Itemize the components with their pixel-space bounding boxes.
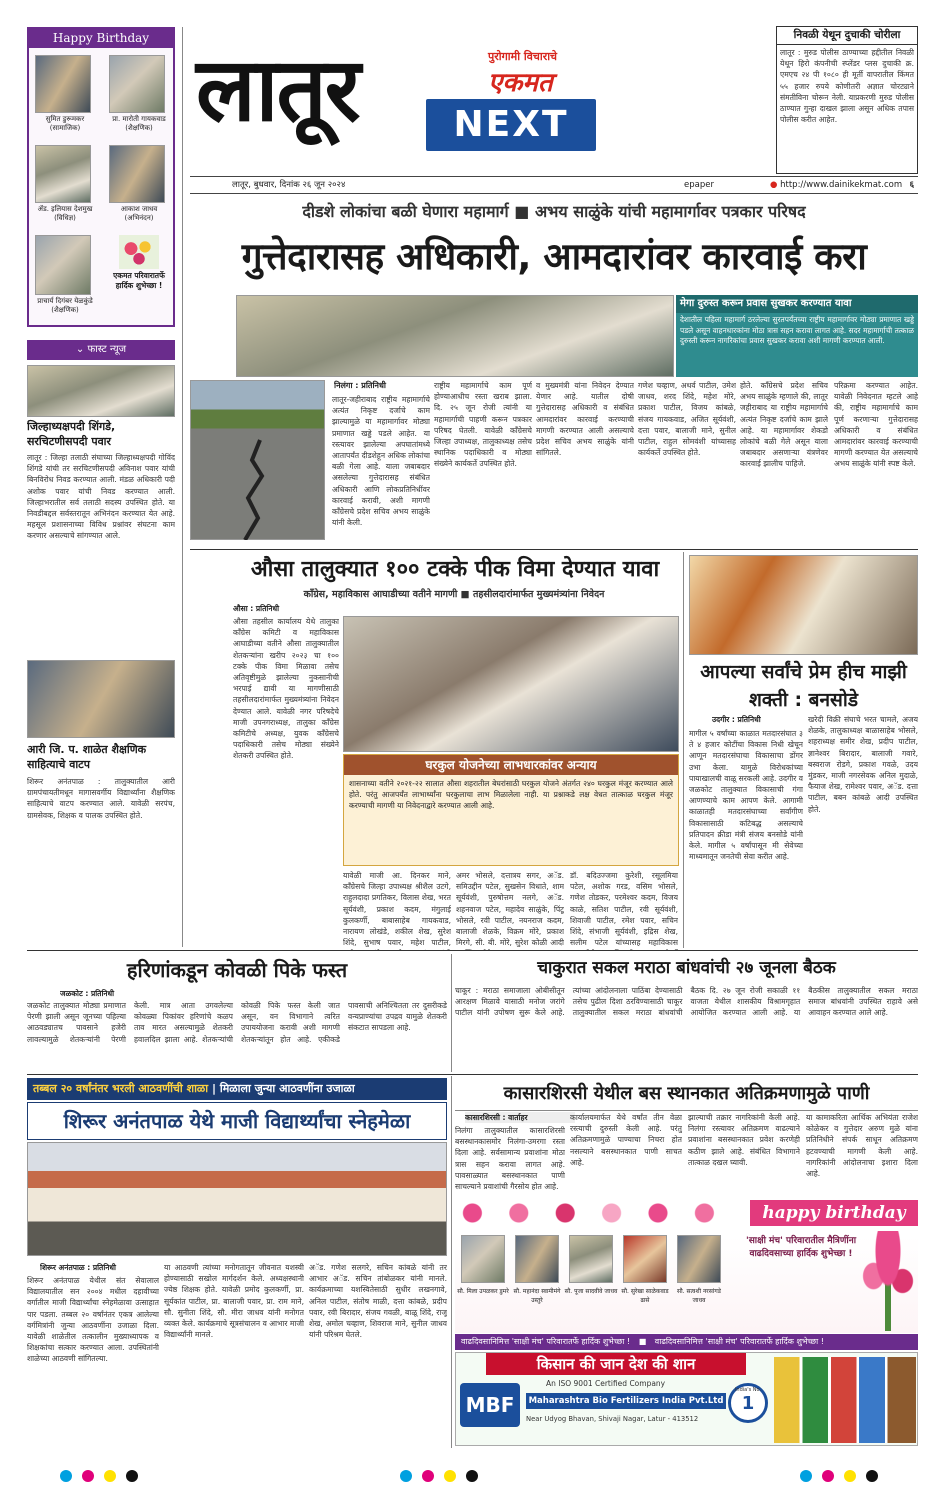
shirur-byline: शिरूर अनंतपाळ : प्रतिनिधी [40, 1263, 116, 1272]
registration-mark [400, 1470, 412, 1482]
shirur-kicker-2: मिळाला जुन्या आठवणींना उजाळा [219, 1082, 355, 1095]
brief-headline: निवळी येथून दुचाकी चोरीला [777, 27, 917, 45]
fast-news-body: लातूर : जिल्हा तलाठी संघाच्या जिल्हाध्यक्षपदी गोविंद शिंगडे यांची तर सरचिटणीसपदी अविनाश पवार यांची बिनविरोध निवड करण्यात आली. मंडळ अधिकारी पदी अशोक पवार यांची निवड करण्यात आली. जिल्हाभरातील सर्व तलाठी सदस्य उपस्थित होते. या निवडीबद्दल सर्वस्तरातून अभिनंदन करण्यात येत आहे. महसूल प्रशासनाच्या विविध प्रश्नांवर संघटना काम करणार असल्याचे सांगण्यात आले. [27, 453, 175, 541]
registration-mark [844, 1470, 856, 1482]
road-crack-graphic [190, 380, 325, 540]
company-address: Near Udyog Bhavan, Shivaji Nagar, Latur - 413512 [526, 1415, 699, 1423]
masthead-logo: लातूर [196, 38, 359, 141]
fast-news-body: शिरूर अनंतपाळ : तालुक्यातील आरी ग्रामपंचायतीमधून मागासवर्गीय विद्यार्थ्यांना शैक्षणिक साहित्याचे वाटप करण्यात आले. यावेळी सरपंच, ग्रामसेवक, शिक्षक व पालक उपस्थित होते. [27, 777, 175, 820]
badge-number: 1 [741, 1393, 755, 1414]
registration-mark [422, 1470, 434, 1482]
chevron-down-icon: ⌄ [75, 344, 88, 355]
lead-col-1: लातूर-जहीराबाद राष्ट्रीय महामार्गाचे अत्यंत निकृष्ट दर्जाचे काम झाल्यामुळे या महामार्गावर मोठ्या प्रमाणात खड्डे पडले आहेत. या रस्त्यावर झालेल्या अपघातांमध्ये आतापर्यंत दीडशेहून अधिक लोकांचा बळी गेला आहे. याला जबाबदार असलेल्या गुत्तेदारासह संबंधित अधिकारी आणि लोकप्रतिनिधींवर कारवाई करावी, अशी मागणी काँग्रेसचे प्रदेश सचिव अभय साळुंके यांनी केली. [332, 395, 430, 528]
masthead [190, 27, 770, 177]
ausa-col-1: औसा तहसील कार्यालय येथे तालुका काँग्रेस कमिटी व महाविकास आघाडीच्या वतीने औसा तालुक्यातील शेतकऱ्यांना खरीप २०२३ चा १०० टक्के पीक विमा मिळावा तसेच अतिवृष्टीमुळे झालेल्या नुकसानीची भरपाई द्यावी या मागणीसाठी तहसीलदारांमार्फत मुख्यमंत्र्यांना निवेदन देण्यात आले. यावेळी नगर परिषदेचे माजी उपनगराध्यक्ष, तालुका काँग्रेस कमिटीचे अध्यक्ष, युवक काँग्रेसचे पदाधिकारी तसेच मोठ्या संख्येने शेतकरी उपस्थित होते. [233, 617, 339, 761]
gharkul-body: शासनाच्या वतीने २०२१-२२ सालात औसा शहरातील बेघरांसाठी घरकुल योजने अंतर्गत २४० घरकुल मंजूर करण्यात आले होते. परंतु आजपर्यंत लाभार्थ्यांना घरकुलाचा लाभ मिळालेला नाही. या प्रश्नाकडे लक्ष वेधत तात्काळ घरकुल मंजूर करण्याची मागणी या निवेदनाद्वारे करण्यात आली आहे. [349, 779, 673, 810]
registration-mark [822, 1470, 834, 1482]
lead-kicker: दीडशे लोकांचा बळी घेणारा महामार्ग ■ अभय साळुंके यांची महामार्गावर पत्रकार परिषद [302, 202, 806, 221]
registration-mark [126, 1470, 138, 1482]
lead-col-4: गणेश चव्हाण, अथर्व पाटील, उमेश जाधव, शरद शिंदे, महेश मोरे, प्रकाश पाटील, विजय कांबळे, संजय गायकवाड, अजित सूर्यवंशी, दत्ता पवार, बालाजी माने, सुनील पाटील, राहुल सोमवंशी यांच्यासह कार्यकर्ते उपस्थित होते. [638, 381, 736, 458]
company-name: Maharashtra Bio Fertilizers India Pvt.Ltd [526, 1393, 726, 1409]
birthday-title: Happy Birthday [29, 29, 173, 48]
news-photo [27, 660, 175, 738]
ausa-subhead: काँग्रेस, महाविकास आघाडीच्या वतीने मागणी ■ तहसीलदारांमार्फत मुख्यमंत्र्यांना निवेदन [303, 589, 605, 600]
lead-side-box [676, 295, 918, 377]
fast-news-label: फास्ट न्यूज [87, 344, 127, 355]
happy-birthday-banner: happy birthday [750, 1200, 918, 1226]
fast-news-headline: आरी जि. प. शाळेत शैक्षणिक साहित्याचे वाटप [27, 743, 147, 771]
registration-mark [104, 1470, 116, 1482]
shirur-group-photo [27, 1142, 447, 1256]
epaper-label: epaper [684, 180, 714, 190]
shirur-col-2: या आठवणी त्यांच्या मनोगतातून जीवनात यशस्वी होण्यासाठी सखोल मार्गदर्शन केले. अध्यक्षस्थानी ज्येष्ठ शिक्षक होते. यावेळी प्रमोद कुलकर्णी, प्रा. सूर्यकांत पाटील, प्रा. बालाजी पवार, प्रा. राम माने, सौ. सुनीता शिंदे, सौ. मीरा जाधव यांनी मनोगत व्यक्त केले. कार्यक्रमाचे सूत्रसंचालन व आभार माजी विद्यार्थ्यांनी मानले. [164, 1263, 304, 1340]
kasar-byline: कासारशिरसी : वार्ताहर [465, 1112, 575, 1123]
url-bar [770, 176, 918, 194]
avatar [515, 1235, 559, 1283]
no1-badge [728, 1383, 768, 1423]
lead-col-5: होते. काँग्रेसचे प्रदेश सचिव अभय साळुंके म्हणाले की, लातूर जहीराबाद या राष्ट्रीय महामार्गाचे अत्यंत निकृष्ट दर्जाचे काम झाले आहे. या महामार्गावर शेकडो लोकांचे बळी गेले असून याला जबाबदार असणाऱ्या यंत्रणेवर कारवाई झालीच पाहिजे. [740, 381, 828, 469]
lady-name: सौ. पूजा सादवीवे जाधव [564, 1288, 618, 1295]
ad-slogan: किसान की जान देश की शान [486, 1353, 746, 1375]
lady-name: सौ. मिला उपळकर डुमरे [457, 1288, 509, 1295]
product-bottles [774, 1357, 916, 1443]
ticker-text: वाढदिवसानिमित्त 'साक्षी मंच' परिवारातर्फे हार्दिक शुभेच्छा ! [461, 1337, 631, 1346]
person-name: प्राचार्य दिगंबर येळकुंडे (शैक्षणिक) [37, 297, 93, 314]
fast-news-headline: जिल्हाध्यक्षपदी शिंगडे, सरचिटणीसपदी पवार [27, 420, 116, 448]
harin-byline: जळकोट : प्रतिनिधी [60, 989, 115, 998]
birthday-ticker: वाढदिवसानिमित्त 'साक्षी मंच' परिवारातर्फे हार्दिक शुभेच्छा ! ■ वाढदिवसानिमित्त 'साक्षी मंच' परिवारातर्फे हार्दिक शुभेच्छा ! [455, 1334, 918, 1350]
avatar [677, 1235, 721, 1283]
sakshi-greeting: 'साक्षी मंच' परिवारातील मैत्रिणींना वाढदिवसाच्या हार्दिक शुभेच्छा ! [745, 1236, 857, 1259]
ausa-col-2: यावेळी माजी आ. दिनकर माने, काँग्रेसचे जिल्हा उपाध्यक्ष श्रीशैल उटगे, राहुलदादा प्रगतिकर, विलास शेख, भरत सूर्यवंशी, प्रकाश कदम, मंगुलाई कुलकर्णी, बाबासाहेब गायकवाड, नारायण लोखंडे, शकील शेख, सुरेश शिंदे, सुभाष पवार, महेश पाटील, [343, 871, 451, 948]
person-name: ॲड. इलियास देशमुख (विधिज्ञ) [37, 205, 93, 222]
side-headline: मेगा दुरुस्त करून प्रवास सुखकर करण्यात यावा [676, 295, 918, 313]
tagline: पुरोगामी विचाराचे [488, 50, 558, 63]
shirur-col-3: अॅड. गणेश सलगरे, सचिन कांबळे यांनी तर आभार अॅड. सचिन तांबोळकर यांनी मानले. कार्यक्रमाच्या यशस्वितेसाठी सुधीर लखनगावे, अनिल पाटील, संतोष माळी, दत्ता कांबळे, प्रदीप पवार, रवी बिरादार, संजय गवळी, बाळू शिंदे, राजू शेख, अमोल चव्हाण, शिवराज माने, सुनील जाधव यांनी परिश्रम घेतले. [309, 1263, 447, 1340]
brief-body: लातूर : मुरुड पोलीस ठाण्याच्या हद्दीतील निवळी येथून हिरो कंपनीची स्प्लेंडर प्लस दुचाकी क्र. एमएच २४ पी १०८० ही मूर्ती वापरातील किंमत ५५ हजार रुपये कोणीतरी अज्ञात चोरट्याने संमतीविना चोरून नेली. याप्रकरणी मुरुड पोलीस ठाण्यात गुन्हा दाखल झाला असून अधिक तपास पोलीस करीत आहेत. [780, 48, 917, 125]
ticker-text-2: वाढदिवसानिमित्त 'साक्षी मंच' परिवारातर्फे हार्दिक शुभेच्छा ! [654, 1337, 824, 1346]
lady-name: सौ. सुरेखा साळेकवाड ढासे [621, 1288, 669, 1304]
avatar [569, 1235, 613, 1283]
brief-box [776, 26, 918, 174]
lead-headline: गुत्तेदारासह अधिकारी, आमदारांवर कारवाई करा [241, 235, 867, 278]
ausa-col-4: डॉ. बदिउज्जमा कुरेशी, रसूलमिया पटेल, अशोक गरड, वसिम भोसले, गणेश तोडकर, परमेश्वर कदम, विजय काळे, सतिश पाटील, रवी सूर्यवंशी, शिवाजी पाटील, रमेश पवार, सचिन शिंदे, संभाजी सूर्यवंशी, इद्रिस शेख, सलीम पटेल यांच्यासह महाविकास [570, 871, 678, 948]
avatar [461, 1235, 505, 1283]
lead-photo [236, 295, 674, 377]
gharkul-box [343, 754, 679, 866]
registration-mark [800, 1470, 812, 1482]
chakur-headline: चाकुरात सकल मराठा बांधवांची २७ जूनला बैठक [537, 958, 836, 978]
kasar-col-1: निलंगा तालुक्यातील कासारशिरसी बसस्थानकासमोर निलंगा-उमरगा रस्ता दिला आहे. सर्वसामान्य प्रवाशांना मोठा त्रास सहन करावा लागत आहे. पावसाळ्यात बसस्थानकात पाणी साचल्याने प्रवाशांची गैरसोय होत आहे. [455, 1126, 565, 1191]
ausa-headline: औसा तालुक्यात १०० टक्के पीक विमा देण्यात यावा [250, 557, 660, 582]
flowers-graphic [455, 1199, 745, 1227]
kasar-col-2: कार्यालयमार्फत येथे वर्षांत तीन वेळा रस्त्याची दुरुस्ती केली आहे. परंतु अतिक्रमणामुळे पाण्याचा निचरा होत नसल्याने बसस्थानकात पाणी साचत आहे. [570, 1113, 682, 1167]
avatar [35, 145, 91, 203]
registration-mark [866, 1470, 878, 1482]
avatar [623, 1235, 667, 1283]
registration-mark [60, 1470, 72, 1482]
avatar [35, 235, 91, 295]
globe-icon: ● [770, 180, 778, 190]
registration-mark [466, 1470, 478, 1482]
shirur-col-1: शिरूर अनंतपाळ येथील संत सेवालाल विद्यालयातील सन २००४ मधील दहावीच्या वर्गातील माजी विद्यार्थ्यांचा स्नेहमेळावा उत्साहात पार पडला. तब्बल २० वर्षांनंतर एकत्र आलेल्या वर्गमित्रांनी जुन्या आठवणींना उजाळा दिला. यावेळी शाळेतील तत्कालीन मुख्याध्यापक व शिक्षकांचा सत्कार करण्यात आला. उपस्थितांनी शाळेच्या आठवणी सांगितल्या. [27, 1276, 159, 1364]
side-body: देशातील पहिला महामार्ग ठरलेल्या सुरतपर्यंतच्या राष्ट्रीय महामार्गावर मोठ्या प्रमाणात खड्डे पडले असून वाहनधारकांना मोठा त्रास सहन करावा लागत आहे. सदर महामार्गाची तत्काळ दुरुस्ती करून नागरिकांचा प्रवास सुखकर करावा अशी मागणी करण्यात आली. [680, 315, 914, 346]
iso-text: An ISO 9001 Certified Company [546, 1379, 666, 1388]
ausa-col-3: अमर भोसले, दत्तात्रय सगर, अॅड. समिउद्दीन पटेल, सुखसेन विधाते, शाम सूर्यवंशी, पुरुषोत्तम नलगे, अॅड. शहनवाज पटेल, महादेव साळुंके, पिंटू भोसले, रवी पाटील, नयनराज कदम, बालाजी शेळके, विक्रम मोरे, प्रकाश मिरगे, सी. बी. मोरे, सुरेश कोळी आदी [456, 871, 564, 948]
chakur-body: चाकूर : मराठा समाजाला ओबीसीतून आरक्षण मिळावे यासाठी मनोज जरांगे पाटील यांनी उपोषण सुरू केले आहे. त्यांच्या आंदोलनाला पाठिंबा देण्यासाठी तसेच पुढील दिशा ठरविण्यासाठी चाकूर तालुक्यातील सकल मराठा बांधवांची बैठक दि. २७ जून रोजी सकाळी ११ वाजता येथील शासकीय विश्रामगृहात आयोजित करण्यात आली आहे. या बैठकीस तालुक्यातील सकल मराठा समाज बांधवांनी उपस्थित राहावे असे आवाहन करण्यात आले आहे. [455, 986, 918, 1018]
lead-col-2b: राष्ट्रीय महामार्गाचे काम पूर्ण होण्याआधीच रस्ता खराब झाला. दि. २५ जून रोजी त्यांनी या महामार्गाची पाहणी करून पत्रकार परिषद घेतली. यावेळी काँग्रेसचे जिल्हा उपाध्यक्ष, तालुकाध्यक्ष तसेच स्थानिक पदाधिकारी व मोठ्या संख्येने कार्यकर्ते उपस्थित होते. [434, 381, 532, 469]
page-number: ६ [909, 180, 914, 190]
dateline: लातूर, बुधवार, दिनांक २६ जून २०२४ [232, 180, 346, 190]
bansode-headline: आपल्या सर्वांचे प्रेम हीच माझी शक्ती : बनसोडे [700, 661, 907, 711]
brand-logo: एकमत [488, 68, 553, 98]
birthday-panel [27, 27, 175, 327]
gharkul-headline: घरकुल योजनेच्या लाभधारकांवर अन्याय [344, 755, 678, 775]
harin-body: जळकोट तालुक्यात मोठ्या प्रमाणात पेरणी झाली असून जूनच्या पहिल्या आठवड्यातच पावसाने हजेरी लावल्यामुळे शेतकऱ्यांनी पेरणी केली. मात्र आता उगवलेल्या कोवळ्या पिकांवर हरिणांचे कळप ताव मारत असल्यामुळे शेतकरी हवालदिल झाला आहे. शेतकऱ्यांची कोवळी पिके फस्त केली जात असून, वन विभागाने त्वरित उपाययोजना करावी अशी मागणी शेतकऱ्यांतून होत आहे. एकीकडे पावसाची अनिश्चितता तर दुसरीकडे वन्यप्राण्यांचा उपद्रव यामुळे शेतकरी संकटात सापडला आहे. [27, 1001, 447, 1044]
bansode-photo [689, 555, 918, 655]
avatar [109, 55, 165, 113]
lady-name: सौ. सत्वशी नरसांगडे जाधव [677, 1288, 721, 1304]
next-logo: NEXT [426, 99, 596, 151]
site-url[interactable]: http://www.dainikekmat.com [780, 180, 903, 190]
ausa-photo [343, 616, 679, 752]
lead-byline: निलंगा : प्रतिनिधी [334, 381, 386, 390]
sakshi-birthday-panel [455, 1195, 918, 1333]
bouquet-icon [119, 235, 159, 269]
birthday-wish: एकमत परिवारातर्फे हार्दिक शुभेच्छा ! [113, 271, 165, 290]
shirur-kicker-bar: तब्बल २० वर्षांनंतर भरली आठवणींची शाळा | मिळाला जुन्या आठवणींना उजाळा [27, 1078, 447, 1100]
mbf-logo: MBF [460, 1383, 520, 1427]
registration-mark [444, 1470, 456, 1482]
registration-mark [82, 1470, 94, 1482]
dateline-bar [190, 176, 770, 194]
person-name: सुमित डुरूमकर (सामाजिक) [45, 115, 85, 132]
avatar [109, 145, 165, 203]
avatar [35, 55, 91, 113]
lead-col-6: परिक्रमा करण्यात आहेत. यावेळी निवेदनात म्हटले आहे की, राष्ट्रीय महामार्गाचे काम पूर्ण करणाऱ्या गुत्तेदारासह अधिकारी व संबंधित आमदारांवर कारवाई करण्याची मागणी करण्यात येत असल्याचे अभय साळुंके यांनी स्पष्ट केले. [834, 381, 918, 469]
mbf-advertisement [455, 1352, 918, 1446]
news-photo [27, 365, 175, 417]
ausa-byline: औसा : प्रतिनिधी [233, 604, 280, 613]
shirur-headline: शिरूर अनंतपाळ येथे माजी विद्यार्थ्यांचा स्नेहमेळा [27, 1102, 447, 1140]
badge-caption: India's No. [734, 1387, 762, 1393]
bansode-col-2: खरेदी विक्री संघाचे भरत चामले, अजय शेळके, तालुकाध्यक्ष बाळासाहेब भोसले, शहराध्यक्ष समीर शेख, प्रदीप पाटील, ज्ञानेश्वर बिरादार, बालाजी गवारे, बस्वराज रोडगे, प्रकाश गवळे, उदय मुंडकर, माजी नगरसेवक अनिल मुदाळे, फैयाज शेख, रामेश्वर पवार, अॅड. दत्ता पाटील, बबन कांबळे आदी उपस्थित होते. [808, 715, 918, 814]
harin-headline: हरिणांकडून कोवळी पिके फस्त [126, 958, 348, 982]
person-name: प्रा. मारोती गायकवाड (शैक्षणिक) [112, 115, 166, 132]
person-name: आकाश जाधव (अभिनंदन) [120, 205, 158, 222]
bansode-col-1: मागील ५ वर्षांच्या काळात मतदारसंघात ३ ते ४ हजार कोटींचा विकास निधी खेचून आणून मतदारसंघाचा विकासाचा डोंगर उभा केला. यामुळे विरोधकांच्या पायाखालची वाळू सरकली आहे. उदगीर व जळकोट तालुक्यात विकासाची गंगा आणण्याचे काम आपण केले. आगामी काळातही मतदारसंघाच्या सर्वांगीण विकासासाठी कटिबद्ध असल्याचे प्रतिपादन क्रीडा मंत्री संजय बनसोडे यांनी केले. मागील ५ वर्षांपासून मी सेवेच्या माध्यमातून जनतेची सेवा करीत आहे. [689, 729, 803, 862]
kasar-col-4: या कामाकरिता आर्थिक अभियंता राजेश कोळेकर व गुत्तेदार अरुण मुळे यांना प्रतिनिधीने संपर्क साधून अतिक्रमण हटवण्याची मागणी केली आहे. नागरिकांनी आंदोलनाचा इशारा दिला आहे. [806, 1113, 918, 1179]
fast-news-header [27, 340, 175, 360]
kasar-col-3: झाल्याची तक्रार नागरिकांनी केली आहे. निलंगा रस्त्यावर अतिक्रमण वाढल्याने प्रवाशांना बसस्थानकात प्रवेश करणेही कठीण झाले आहे. संबंधित विभागाने तात्काळ दखल घ्यावी. [688, 1113, 800, 1167]
kasar-headline: कासारशिरसी येथील बस स्थानकात अतिक्रमणामुळे पाणी [455, 1078, 918, 1111]
bansode-byline: उदगीर : प्रतिनिधी [712, 715, 761, 724]
shirur-kicker: तब्बल २० वर्षांनंतर भरली आठवणींची शाळा [33, 1082, 209, 1095]
tulip-graphic [859, 1231, 917, 1331]
lead-col-3: व मुख्यमंत्री यांना निवेदन देण्यात येणार आहे. यातील दोषी गुत्तेदारासह अधिकारी व संबंधित आमदारांवर कारवाई करण्याची मागणी करण्यात आली असल्याचे प्रदेश सचिव अभय साळुंके यांनी सांगितले. [536, 381, 634, 458]
lady-name: सौ. महानंदा स्वामीमंगे उस्तुरे [513, 1288, 561, 1304]
